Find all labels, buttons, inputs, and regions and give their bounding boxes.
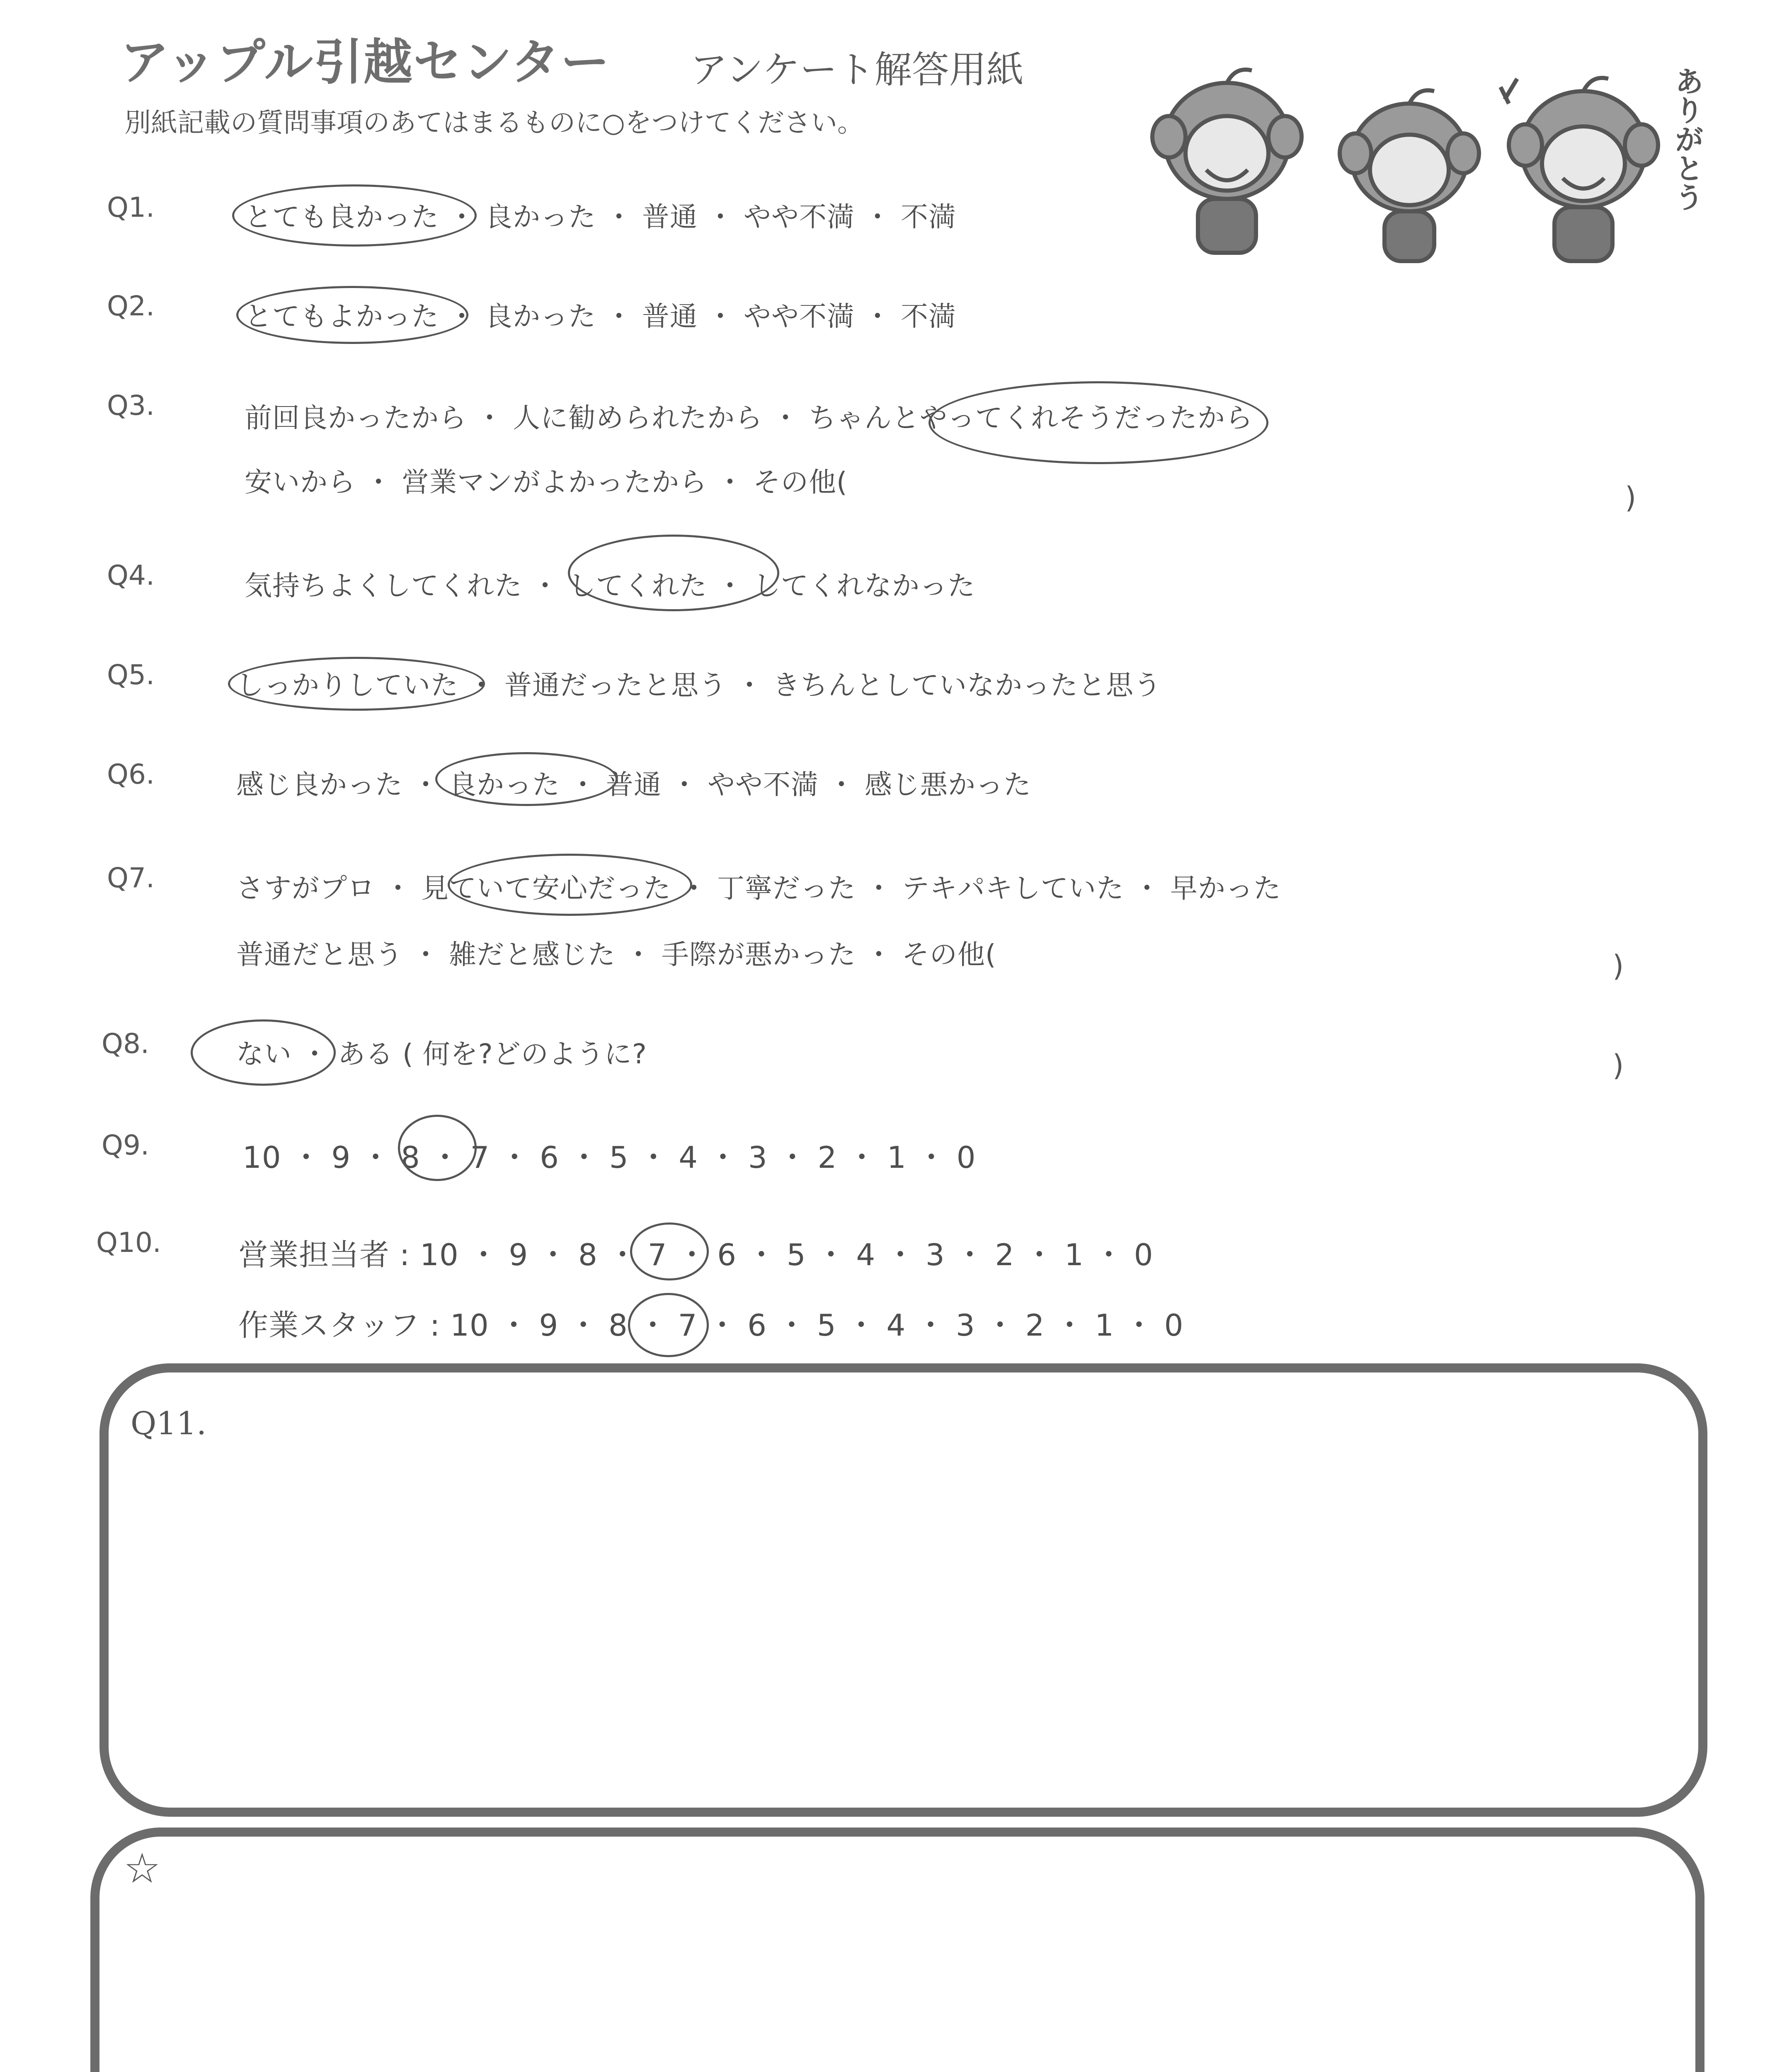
q5-label: Q5.: [107, 659, 155, 691]
q7-options-line2[interactable]: 普通だと思う ・ 雑だと感じた ・ 手際が悪かった ・ その他(: [236, 939, 996, 971]
q8-close-paren: ): [1612, 1048, 1624, 1082]
q3-selection-circle: [929, 381, 1268, 464]
q11-label: Q11.: [131, 1405, 207, 1442]
q1-label: Q1.: [107, 191, 155, 223]
monkey-mascot-icon: [1144, 50, 1704, 265]
q8-selection-circle: [191, 1019, 336, 1086]
q7-close-paren: ): [1612, 949, 1624, 983]
q2-selection-circle: [236, 286, 468, 344]
q10-staff-options[interactable]: 作業スタッフ : 10 ・ 9 ・ 8 ・ 7 ・ 6 ・ 5 ・ 4 ・ 3 ・ 2 ・ 1 ・ 0: [238, 1308, 1184, 1343]
form-subtitle: アンケート解答用紙: [690, 48, 1024, 92]
q11-comment-box[interactable]: [99, 1363, 1707, 1817]
q10-sales-selection-circle: [630, 1222, 709, 1280]
q2-options[interactable]: とてもよかった ・ 良かった ・ 普通 ・ やや不満 ・ 不満: [245, 300, 956, 332]
q9-label: Q9.: [102, 1129, 149, 1161]
q7-label: Q7.: [107, 862, 155, 894]
q4-label: Q4.: [107, 559, 155, 591]
q3-label: Q3.: [107, 390, 155, 421]
q6-options[interactable]: 感じ良かった ・ 良かった ・ 普通 ・ やや不満 ・ 感じ悪かった: [236, 769, 1031, 801]
q1-options[interactable]: とても良かった ・ 良かった ・ 普通 ・ やや不満 ・ 不満: [245, 201, 956, 233]
q8-label: Q8.: [102, 1028, 149, 1060]
q7-selection-circle: [448, 854, 692, 916]
q9-options[interactable]: 10 ・ 9 ・ 8 ・ 7 ・ 6 ・ 5 ・ 4 ・ 3 ・ 2 ・ 1 ・ 0: [242, 1140, 976, 1175]
q1-selection-circle: [232, 184, 477, 247]
q2-label: Q2.: [107, 290, 155, 322]
instruction-text: 別紙記載の質問事項のあてはまるものに○をつけてください。: [124, 108, 864, 138]
q10-label: Q10.: [96, 1227, 161, 1259]
q4-selection-circle: [568, 535, 779, 611]
q3-options-line2[interactable]: 安いから ・ 営業マンがよかったから ・ その他(: [245, 466, 848, 498]
q5-options[interactable]: しっかりしていた ・ 普通だったと思う ・ きちんとしていなかったと思う: [236, 669, 1161, 701]
thanks-text: ありがとう: [1670, 66, 1704, 211]
star-icon: ☆: [124, 1844, 161, 1893]
page-title: アップル引越センター: [120, 34, 611, 91]
star-comment-box[interactable]: [90, 1828, 1704, 2072]
q4-options[interactable]: 気持ちよくしてくれた ・ してくれた ・ してくれなかった: [245, 570, 975, 602]
q7-options-line1[interactable]: さすがプロ ・ 見ていて安心だった ・ 丁寧だった ・ テキパキしていた ・ 早かった: [236, 872, 1281, 904]
q3-options-line1[interactable]: 前回良かったから ・ 人に勧められたから ・ ちゃんとやってくれそうだったから: [245, 402, 1253, 434]
q10-staff-selection-circle: [628, 1293, 709, 1357]
q8-options[interactable]: ない ・ ある ( 何を?どのように?: [236, 1038, 647, 1070]
q6-selection-circle: [435, 752, 618, 806]
q6-label: Q6.: [107, 758, 155, 790]
q9-selection-circle: [398, 1115, 477, 1181]
q3-close-paren: ): [1625, 481, 1637, 515]
q10-sales-options[interactable]: 営業担当者 : 10 ・ 9 ・ 8 ・ 7 ・ 6 ・ 5 ・ 4 ・ 3 ・ 2 ・ 1 ・ 0: [238, 1237, 1154, 1272]
q5-selection-circle: [228, 657, 485, 711]
